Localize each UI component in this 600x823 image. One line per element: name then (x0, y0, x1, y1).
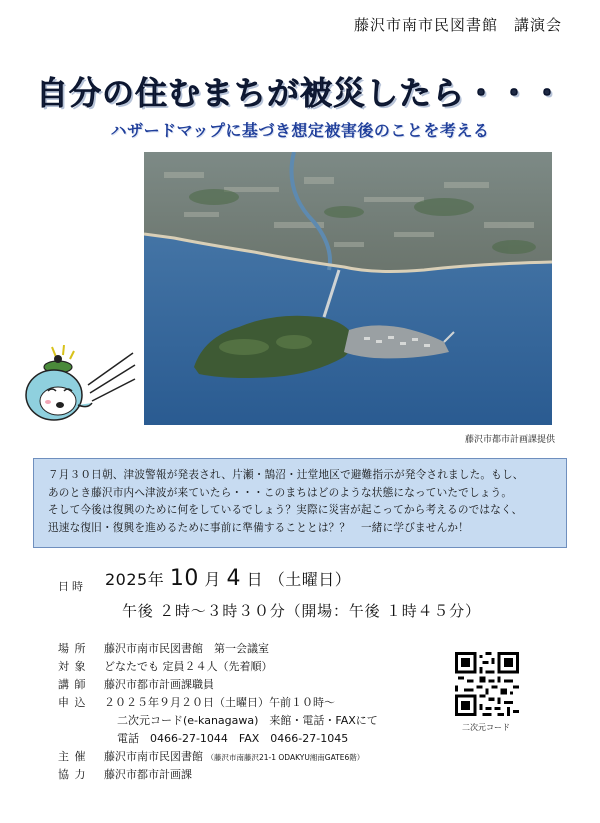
event-date (105, 566, 351, 591)
description-line: あのとき藤沢市内へ津波が来ていたら・・・このまちはどのような状態になっていたでしょう。 (48, 486, 513, 499)
lecturer-label: 講 師 (58, 678, 87, 691)
date-month-unit: 月 (204, 570, 221, 589)
apply-method: 二次元コード(e-kanagawa) 来館・電話・FAXにて (117, 714, 378, 727)
organizer-label: 主 催 (58, 750, 87, 763)
lecturer-value: 藤沢市都市計画課職員 (104, 678, 214, 691)
date-label: 日時 (58, 580, 86, 593)
date-day-unit: 日 (246, 570, 264, 589)
event-time: 午後 ２時～３時３０分（開場：午後 １時４５分） (122, 602, 481, 620)
description-line: ７月３０日朝、津波警報が発表され、片瀬・鵠沼・辻堂地区で避難指示が発令されました。もし、 (48, 469, 524, 481)
organizer-address: （藤沢市南藤沢21-1 ODAKYU湘南GATE6階） (206, 753, 365, 762)
page-subtitle: ハザードマップに基づき想定被害後のことを考える (110, 121, 490, 140)
apply-label: 申 込 (58, 696, 87, 709)
date-day: 4 (226, 566, 242, 591)
photo-credit: 藤沢市都市計画課提供 (464, 435, 555, 445)
cooperation-row (58, 766, 192, 784)
qr-code-icon[interactable] (455, 652, 519, 716)
apply-phone: 電話 0466-27-1044 FAX 0466-27-1045 (117, 732, 349, 745)
organizer-value: 藤沢市南市民図書館 (104, 750, 203, 763)
lecturer-row (58, 676, 214, 694)
place-value: 藤沢市南市民図書館 第一会議室 (104, 642, 269, 655)
cooperation-value: 藤沢市都市計画課 (104, 768, 192, 781)
place-label: 場 所 (58, 642, 87, 655)
target-row (58, 658, 273, 676)
organizer-row (58, 748, 364, 767)
page-title: 自分の住むまちが被災したら・・・ (35, 74, 564, 112)
apply-row (58, 694, 335, 712)
host-line: 藤沢市南市民図書館 講演会 (353, 16, 562, 34)
date-month: 10 (169, 566, 199, 591)
place-row (58, 640, 269, 658)
target-label: 対 象 (58, 660, 87, 673)
date-weekday: （土曜日） (268, 570, 352, 589)
aerial-photo (144, 152, 552, 425)
description-box (33, 458, 567, 548)
mascot-character-icon (18, 345, 136, 425)
description-line: 迅速な復旧・復興を進めるために事前に準備することとは？？ 一緒に学びませんか！ (48, 521, 469, 534)
apply-date: ２０２５年９月２０日（土曜日）午前１０時～ (104, 696, 335, 709)
cooperation-label: 協 力 (58, 768, 87, 781)
target-value: どなたでも 定員２４人（先着順） (104, 660, 273, 673)
date-year: 2025年 (105, 570, 165, 589)
description-line: そして今後は復興のために何をしているでしょう？実際に災害が起こってから考えるのではなく、 (48, 504, 523, 516)
qr-code-label: 二次元コード (462, 723, 510, 732)
